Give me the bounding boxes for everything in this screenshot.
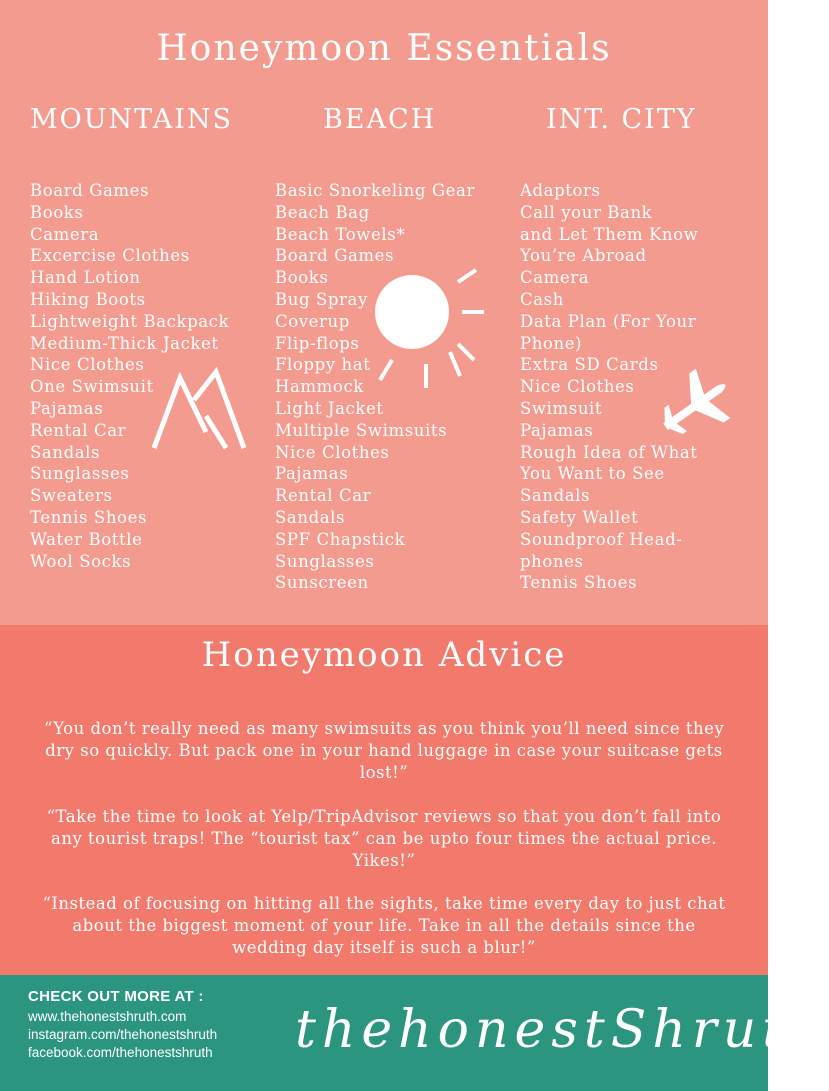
- list-item: Light Jacket: [275, 398, 384, 418]
- list-item: Rough Idea of What: [520, 442, 698, 462]
- list-item: Sunglasses: [30, 464, 130, 484]
- check-out-heading: CHECK OUT MORE AT :: [28, 988, 204, 1005]
- advice-quote: “Instead of focusing on hitting all the sights, take time every day to just chat about the biggest moment of your life. Take in all the details since the wedding day itself is such a blur!”: [42, 894, 726, 957]
- list-item: Sandals: [520, 486, 591, 506]
- column-heading-mountains: MOUNTAINS: [30, 104, 233, 135]
- list-item: Tennis Shoes: [30, 507, 148, 527]
- list-item: phones: [520, 551, 584, 571]
- list-item: Lightweight Backpack: [30, 311, 230, 331]
- sun-icon: [370, 248, 488, 396]
- list-item: Coverup: [275, 311, 350, 331]
- list-item: Soundproof Head-: [520, 529, 683, 549]
- list-item: Hand Lotion: [30, 268, 141, 288]
- list-item: Call your Bank: [520, 202, 653, 222]
- list-item: Sandals: [275, 507, 346, 527]
- list-item: Safety Wallet: [520, 507, 639, 527]
- footer-links: [28, 1008, 217, 1062]
- website-link[interactable]: www.thehonestshruth.com: [28, 1009, 187, 1024]
- list-item: SPF Chapstick: [275, 529, 406, 549]
- instagram-link[interactable]: instagram.com/thehonestshruth: [28, 1027, 218, 1042]
- list-item: Cash: [520, 289, 564, 309]
- list-item: Board Games: [30, 181, 150, 200]
- list-item: Hiking Boots: [30, 289, 146, 309]
- advice-quote: “Take the time to look at Yelp/TripAdvisor reviews so that you don’t fall into any tourist traps! The “tourist tax” can be upto four times the actual price. Yikes!”: [46, 807, 722, 870]
- list-item: Rental Car: [275, 486, 372, 506]
- list-item: Sweaters: [30, 486, 113, 506]
- list-item: Beach Towels*: [275, 224, 406, 244]
- list-item: Water Bottle: [30, 529, 143, 549]
- list-item: Camera: [30, 224, 100, 244]
- list-item: Pajamas: [275, 464, 349, 484]
- list-item: One Swimsuit: [30, 377, 154, 397]
- list-item: Swimsuit: [520, 398, 603, 418]
- list-item: Bug Spray: [275, 289, 368, 309]
- list-item: Data Plan (For Your: [520, 311, 697, 331]
- list-item: and Let Them Know: [520, 224, 699, 244]
- list-item: Basic Snorkeling Gear: [275, 181, 475, 200]
- brand-logo: thehonestShruth: [295, 1000, 829, 1060]
- list-item: Rental Car: [30, 420, 127, 440]
- list-item: You’re Abroad: [520, 246, 647, 266]
- list-item: Flip-flops: [275, 333, 360, 353]
- list-item: Nice Clothes: [30, 355, 145, 375]
- list-item: Pajamas: [30, 398, 104, 418]
- list-item: Multiple Swimsuits: [275, 420, 448, 440]
- list-item: Pajamas: [520, 420, 594, 440]
- list-item: Sandals: [30, 442, 101, 462]
- list-item: Beach Bag: [275, 202, 370, 222]
- list-item: Books: [275, 268, 329, 288]
- list-item: Tennis Shoes: [520, 573, 638, 593]
- list-item: Excercise Clothes: [30, 246, 190, 266]
- list-item: Sunscreen: [275, 573, 369, 593]
- list-item: Hammock: [275, 377, 364, 397]
- list-item: You Want to See: [520, 464, 665, 484]
- list-item: Nice Clothes: [520, 377, 635, 397]
- list-item: Wool Socks: [30, 551, 132, 571]
- facebook-link[interactable]: facebook.com/thehonestshruth: [28, 1045, 213, 1060]
- list-item: Sunglasses: [275, 551, 375, 571]
- list-item: Camera: [520, 268, 590, 288]
- list-item: Board Games: [275, 246, 395, 266]
- list-item: Books: [30, 202, 84, 222]
- list-item: Nice Clothes: [275, 442, 390, 462]
- mountain-icon: [150, 370, 250, 455]
- column-heading-beach: BEACH: [323, 104, 437, 135]
- page-title: Honeymoon Essentials: [156, 28, 612, 69]
- advice-title: Honeymoon Advice: [201, 635, 567, 675]
- list-item: Adaptors: [520, 181, 601, 200]
- list-item: Extra SD Cards: [520, 355, 659, 375]
- list-item: Phone): [520, 333, 583, 353]
- list-item: Floppy hat: [275, 355, 371, 375]
- column-heading-city: INT. CITY: [546, 104, 697, 135]
- advice-quote: “You don’t really need as many swimsuits as you think you’ll need since they dry so quickly. But pack one in your hand luggage in case your suitcase gets lost!”: [43, 719, 725, 782]
- airplane-icon: [650, 370, 740, 442]
- list-item: Medium-Thick Jacket: [30, 333, 219, 353]
